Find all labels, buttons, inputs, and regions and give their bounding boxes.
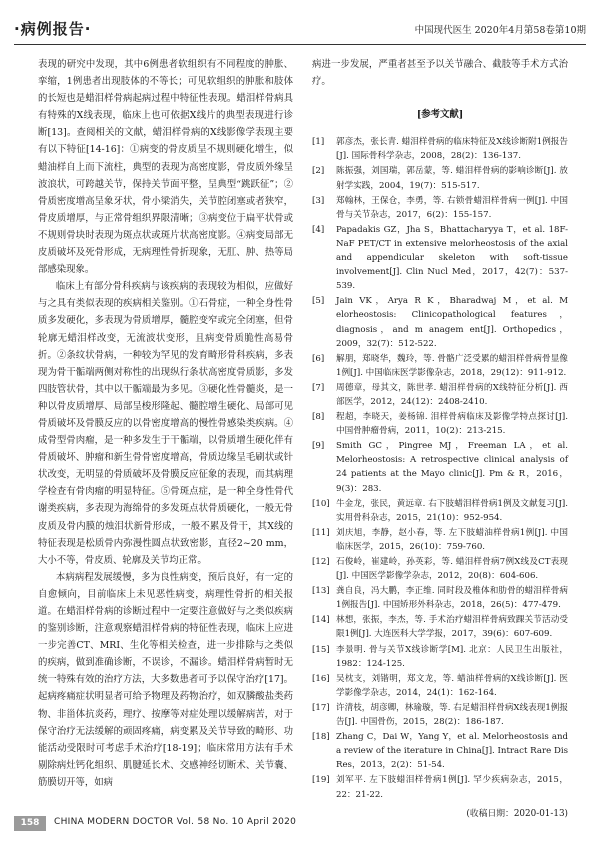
reference-text: 陈振强，刘国瑞，郭岳蒙，等. 蜡泪样骨病的影响诊断[J]. 放射学实践，2004，19(7)：515-517.: [336, 166, 568, 191]
reference-number: [3]: [312, 195, 325, 206]
reference-number: [16]: [312, 673, 330, 684]
right-column: [312, 56, 568, 823]
reference-item: [312, 439, 568, 495]
reference-number: [6]: [312, 353, 325, 364]
reference-item: [312, 701, 568, 729]
reference-item: [312, 672, 568, 700]
references-title: [参考文献]: [416, 109, 464, 121]
reference-text: 郑翰林，王保仓，李勇，等. 右锁骨蜡泪样骨病一例[J]. 中国骨与关节杂志，2017，6(2)：155-157.: [336, 195, 568, 220]
reference-item: [312, 526, 568, 554]
reference-text: Papadakis GZ，Jha S，Bhattacharyya T，et al. 18F-NaF PET/CT in extensive melorheostosis of the axial and appendicular skeleton with soft-tissue involvement[J]. Clin Nucl Med，2017，42(7)：537-539.: [336, 224, 568, 292]
reference-item: [312, 410, 568, 438]
reference-item: [312, 730, 568, 772]
body-paragraph: 本病病程发展缓慢，多为良性病变，预后良好，有一定的自愈倾向，目前临床上未见恶性病变，病理性骨折的相关报道。在蜡泪样骨病的诊断过程中一定要注意做好与之类似疾病的鉴别诊断，注意观察蜡泪样骨病的特征性表现，临床上应进一步完善CT、MRI、生化等相关检查，进一步排除与之类似的疾病，做到准确诊断，不误诊，不漏诊。蜡泪样骨病暂时无统一特殊有效的治疗方法，大多数患者可予以保守治疗[17]。起病疼痛症状明显者可给予物理及药物治疗，如双膦酸盐类药物、非甾体抗炎药，理疗、按摩等对症处理以缓解病苦，对于保守治疗无法缓解的顽固疼痛，病变累及关节导致的畸形、功能活动受限时可考虑手术治疗[18-19]；临床常用方法有手术剔除病灶钙化组织、肌腱延长术、交感神经切断术、关节囊、筋膜切开等，如病: [38, 571, 293, 788]
reference-text: 周德章，母其文，陈世孝. 蜡泪样骨病的X线特征分析[J]. 西部医学，2012，24(12)：2408-2410.: [336, 382, 568, 407]
reference-item: [312, 352, 568, 380]
reference-number: [2]: [312, 166, 325, 177]
reference-text: Zhang C，Dai W，Yang Y，et al. Melorheostosis and a review of the iterature in China[J]. Intract Rare Dis Res，2013，2(2)：51-54.: [336, 732, 568, 771]
reference-number: [10]: [312, 498, 330, 509]
reference-item: [312, 135, 568, 163]
body-paragraph: 临床上有部分骨科疾病与该疾病的表现较为相似，应做好与之具有类似表现的疾病相关鉴别。①石骨症，一种全身性骨质多发硬化，多表现为骨质增厚，髓腔变窄或完全闭塞，但骨轮廓无蜡泪样改变，无流波状变形，且病变骨质脆性高易骨折。②条纹状骨病，一种较为罕见的发育畸形骨科疾病，多表现为骨干骺端两侧对称性的出现纵行条状高密度骨质影，多发四肢管状骨，其中以干骺端最为多见。③硬化性骨髓炎，是一种以骨皮质增厚、局部呈梭形隆起、髓腔增生硬化、局部可见骨质破坏及骨膜反应的以骨密度增高的慢性骨感染类疾病。④成骨型骨肉瘤，是一种多发生于干骺端，以骨质增生硬化伴有骨质破坏、肿瘤和新生骨骨密度增高，骨质边缘呈毛刷状或针状改变，无明显的骨质破坏及骨膜反应征象的表现，而其病理学检查有骨肉瘤的明显特征。⑤骨斑点症，是一种全身性骨代谢类疾病，多表现为海绵骨的多发斑点状骨质硬化，一般无骨皮质及骨内膜的烛泪状新骨形成，一般不累及骨干，其X线的特征表现是松质骨内弥漫性圆点状致密影，直径2~20 mm，大小不等，骨皮质、轮廓及关节均正常。: [38, 281, 293, 566]
reference-text: 林想，张振，李杰，等. 手术治疗蜡泪样骨病致踝关节活动受限1例[J]. 大连医科大学学报，2017，39(6)：607-609.: [336, 615, 568, 640]
reference-number: [12]: [312, 557, 330, 567]
reference-text: 刘庆旭，李静，赵小春，等. 左下肢蜡油样骨病1例[J]. 中国临床医学，2015，26(10)：759-760.: [336, 527, 568, 552]
references-list: [312, 135, 568, 801]
received-date: (收稿日期：2020-01-13): [466, 808, 568, 819]
reference-item: [312, 613, 568, 641]
reference-text: 石俊岭，崔建岭，孙英彩，等. 蜡泪样骨病7例X线及CT表现[J]. 中国医学影像学杂志，2012，20(8)：604-606.: [336, 557, 568, 582]
left-column: [38, 56, 293, 791]
reference-item: [312, 194, 568, 222]
section-title: ·病例报告·: [14, 20, 92, 38]
body-paragraph: 病进一步发展，严重者甚至予以关节融合、截肢等手术方式治疗。: [312, 59, 568, 88]
reference-number: [14]: [312, 615, 330, 626]
reference-text: 牛金龙，张民，黄远章. 右下肢蜡泪样骨病1例及文献复习[J]. 实用骨科杂志，2015，21(10)：952-954.: [336, 498, 568, 523]
reference-number: [7]: [312, 382, 325, 393]
reference-number: [1]: [312, 137, 325, 148]
reference-item: [312, 584, 568, 612]
reference-item: [312, 164, 568, 192]
reference-text: 李景明. 骨与关节X线诊断学[M]. 北京：人民卫生出版社，1982：124-125.: [336, 644, 568, 669]
reference-text: 郭彦杰，张长青. 蜡泪样骨病的临床特征及X线诊断附1例报告[J]. 国际骨科学杂志，2008，28(2)：136-137.: [336, 137, 568, 162]
reference-item: [312, 773, 568, 801]
reference-number: [9]: [312, 441, 325, 452]
reference-item: [312, 223, 568, 293]
reference-text: 吴枕支，刘锴明，郑文龙，等. 蜡油样骨病的X线诊断[J]. 医学影像学杂志，2014，24(1)：162-164.: [336, 673, 568, 698]
reference-number: [8]: [312, 412, 325, 423]
reference-text: Smith GC，Pingree MJ，Freeman LA，et al. Melorheostosis: A retrospective clinical analysis of 24 patients at the Mayo clinic[J]. Pm & R，2016，9(3)：283.: [336, 441, 568, 494]
reference-text: 刘军平. 左下肢蜡泪样骨病1例[J]. 罕少疾病杂志，2015，22：21-22.: [336, 775, 568, 800]
header-divider: [14, 44, 586, 45]
reference-number: [15]: [312, 644, 330, 655]
reference-number: [11]: [312, 527, 330, 538]
reference-number: [19]: [312, 775, 330, 786]
body-paragraph: 表现的研究中发现，其中6例患者软组织有不同程度的肿胀、挛缩，1例患者出现肢体的不等长；可见软组织的肿胀和肢体的长短也是蜡泪样骨病起病过程中特征性表现。蜡泪样骨病具有特殊的X线表现，临床上也可依据X线片的典型表现进行诊断[13]。查阅相关的文献，蜡泪样骨病的X线影像学表现主要有以下特征[14-16]：①病变的骨皮质呈不规则硬化增生，似蜡油样自上而下流柱，典型的表现为高密度影，骨皮质外缘呈波浪状，可跨越关节，保持关节面平整，呈典型“跳跃征”；②骨质密度增高呈象牙状，骨小梁消失，关节腔闭塞或者狭窄，骨皮质增厚，与正常骨组织界限清晰；③病变位于扁平状骨或不规则骨块时表现为斑点状或斑片状高密度影。④病变局部无皮质破坏及死骨形成，无病理性骨折现象，无肛、肿、热等局部感染现象。: [38, 59, 293, 276]
journal-footer-text: CHINA MODERN DOCTOR Vol. 58 No. 10 April 2020: [54, 817, 297, 827]
journal-issue-info: 中国现代医生 2020年4月第58卷第10期: [414, 25, 586, 36]
page-header: [14, 14, 586, 44]
reference-number: [5]: [312, 296, 325, 307]
reference-text: 龚自良，冯大鹏，李正维. 同时段及椎体和肋骨的蜡泪样骨病1例报告[J]. 中国矫形外科杂志，2018，26(5)：477-479.: [336, 586, 568, 611]
reference-text: 解朋，郑晓华，魏玲，等. 骨骼广泛受累的蜡泪样骨病骨显像1例[J]. 中国临床医学影像杂志，2018，29(12)：911-912.: [336, 353, 568, 378]
reference-item: [312, 294, 568, 350]
page-footer: [14, 814, 586, 838]
reference-number: [18]: [312, 732, 330, 743]
reference-text: 程超，李晓天，姜杨锦. 泪样骨病临床及影像学特点探讨[J]. 中国骨肿瘤骨病，2011，10(2)：213-215.: [336, 412, 568, 437]
reference-item: [312, 381, 568, 409]
reference-item: [312, 497, 568, 525]
reference-number: [13]: [312, 586, 330, 597]
reference-item: [312, 555, 568, 583]
reference-item: [312, 643, 568, 671]
reference-text: Jain VK，Arya R K，Bharadwaj M，et al. M elorheostosis: Clinicopathological features，diagnosis，and m anagem ent[J]. Orthopedics，2009，32(7)：512-522.: [336, 296, 568, 349]
reference-number: [17]: [312, 702, 330, 713]
reference-number: [4]: [312, 224, 325, 235]
page-number: 158: [14, 816, 46, 831]
reference-text: 许清枝，胡彦卿，林瑜璇，等. 右足蜡泪样骨病X线表现1例报告[J]. 中国骨伤，2015，28(2)：186-187.: [336, 702, 568, 728]
